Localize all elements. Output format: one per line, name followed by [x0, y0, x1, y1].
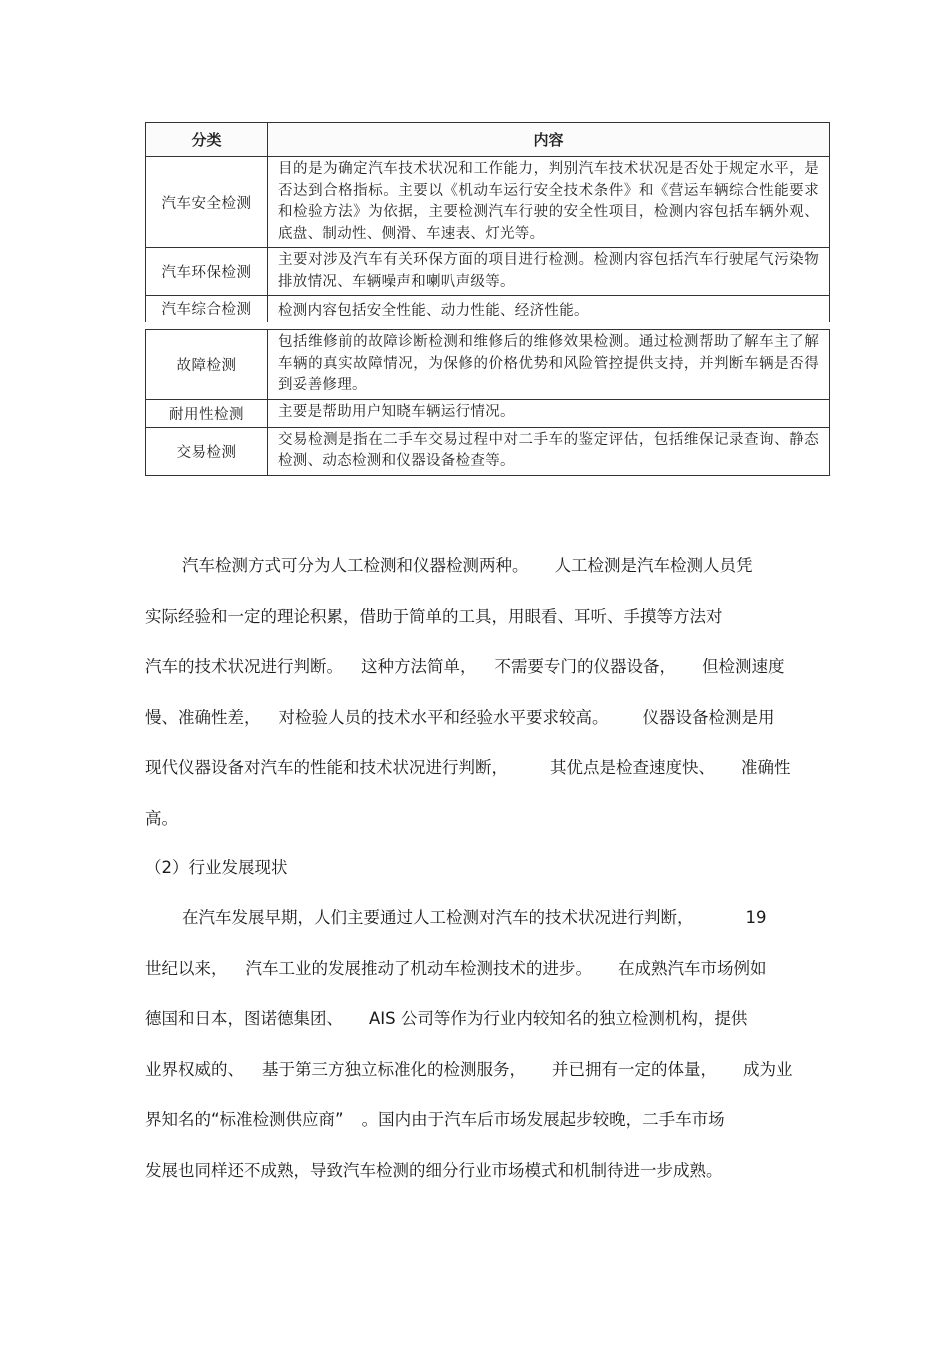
paragraph-line	[145, 541, 815, 592]
text-fragment: 世纪以来，	[145, 958, 228, 978]
text-fragment: 发展也同样还不成熟，导致汽车检测的细分行业市场模式和机制待进一步成熟。	[145, 1160, 723, 1180]
text-fragment: 准确性	[741, 758, 791, 777]
table-row	[146, 427, 830, 475]
heading-text: （2）行业发展现状	[145, 858, 288, 877]
text-fragment: AIS 公司等作为行业内较知名的独立检测机构，提供	[369, 1009, 748, 1028]
text-fragment: 高。	[145, 808, 178, 828]
text-fragment: 仪器设备检测是用	[642, 707, 775, 727]
paragraph-line	[145, 1095, 815, 1146]
table-cell-content: 目的是为确定汽车技术状况和工作能力，判别汽车技术状况是否处于规定水平，是否达到合格指标。主要以《机动车运行安全技术条件》和《营运车辆综合性能要求和检验方法》为依据，主要检测汽车行驶的安全性项目，检测内容包括车辆外观、底盘、制动性、侧滑、车速表、灯光等。	[268, 157, 830, 248]
text-fragment: 人工检测是汽车检测人员凭	[554, 556, 753, 575]
table-header-category: 分类	[146, 123, 268, 157]
table-row	[146, 248, 830, 296]
paragraph-line	[145, 592, 815, 643]
text-fragment: 基于第三方独立标准化的检测服务，	[262, 1059, 526, 1079]
paragraph-line	[145, 693, 815, 744]
paragraph-line	[145, 642, 815, 693]
table-row	[146, 330, 830, 400]
table-cell-category: 故障检测	[146, 330, 268, 400]
table-header-content: 内容	[268, 123, 830, 157]
text-fragment: 慢、准确性差，	[145, 707, 261, 727]
table-cell-content: 主要对涉及汽车有关环保方面的项目进行检测。检测内容包括汽车行驶尾气污染物排放情况、车辆噪声和喇叭声级等。	[268, 248, 830, 296]
text-fragment: 并已拥有一定的体量，	[552, 1059, 717, 1079]
table-cell-category: 耐用性检测	[146, 399, 268, 427]
paragraph-line	[145, 1146, 815, 1197]
text-fragment: 在汽车发展早期，人们主要通过人工检测对汽车的技术状况进行判断，	[182, 908, 694, 927]
text-fragment: 对检验人员的技术水平和经验水平要求较高。	[278, 707, 609, 727]
paragraph-line	[145, 794, 815, 845]
paragraph-line	[145, 994, 815, 1045]
inspection-categories-table-part2	[145, 329, 830, 476]
text-fragment: 界知名的“标准检测供应商”	[145, 1110, 344, 1129]
table-cell-content: 包括维修前的故障诊断检测和维修后的维修效果检测。通过检测帮助了解车主了解车辆的真实故障情况，为保修的价格优势和风险管控提供支持，并判断车辆是否得到妥善修理。	[268, 330, 830, 400]
text-fragment: 成为业	[743, 1059, 793, 1079]
table-cell-category: 汽车环保检测	[146, 248, 268, 296]
body-paragraph-industry-status	[145, 893, 815, 1196]
section-heading-industry-status	[145, 843, 815, 894]
text-fragment: 19	[745, 908, 767, 927]
text-fragment: 现代仪器设备对汽车的性能和技术状况进行判断，	[145, 758, 508, 777]
text-fragment: 实际经验和一定的理论积累，借助于简单的工具，用眼看、耳听、手摸等方法对	[145, 606, 723, 626]
text-fragment: 不需要专门的仪器设备，	[494, 657, 676, 676]
text-fragment: 德国和日本，图诺德集团、	[145, 1009, 343, 1028]
text-fragment: 这种方法简单，	[361, 657, 477, 676]
table-cell-category: 汽车安全检测	[146, 157, 268, 248]
text-fragment: 汽车的技术状况进行判断。	[145, 657, 343, 676]
text-fragment: 业界权威的、	[145, 1059, 244, 1079]
text-fragment: 汽车工业的发展推动了机动车检测技术的进步。	[245, 958, 592, 978]
table-row	[146, 296, 830, 323]
paragraph-line	[145, 743, 815, 794]
table-row	[146, 157, 830, 248]
body-paragraph-inspection-methods	[145, 541, 815, 844]
table-row	[146, 399, 830, 427]
table-cell-content: 主要是帮助用户知晓车辆运行情况。	[268, 399, 830, 427]
table-cell-content: 检测内容包括安全性能、动力性能、经济性能。	[268, 296, 830, 323]
inspection-categories-table-part1	[145, 122, 830, 322]
table-cell-category: 汽车综合检测	[146, 296, 268, 323]
text-fragment: 。国内由于汽车后市场发展起步较晚，二手车市场	[361, 1110, 725, 1129]
text-fragment: 其优点是检查速度快、	[550, 758, 715, 777]
paragraph-line	[145, 944, 815, 995]
paragraph-line	[145, 1045, 815, 1096]
table-cell-content: 交易检测是指在二手车交易过程中对二手车的鉴定评估，包括维保记录查询、静态检测、动态检测和仪器设备检查等。	[268, 427, 830, 475]
table-cell-category: 交易检测	[146, 427, 268, 475]
text-fragment: 在成熟汽车市场例如	[618, 958, 767, 978]
table-header-row	[146, 123, 830, 157]
text-fragment: 但检测速度	[702, 657, 785, 676]
paragraph-line	[145, 893, 815, 944]
text-fragment: 汽车检测方式可分为人工检测和仪器检测两种。	[182, 556, 529, 575]
